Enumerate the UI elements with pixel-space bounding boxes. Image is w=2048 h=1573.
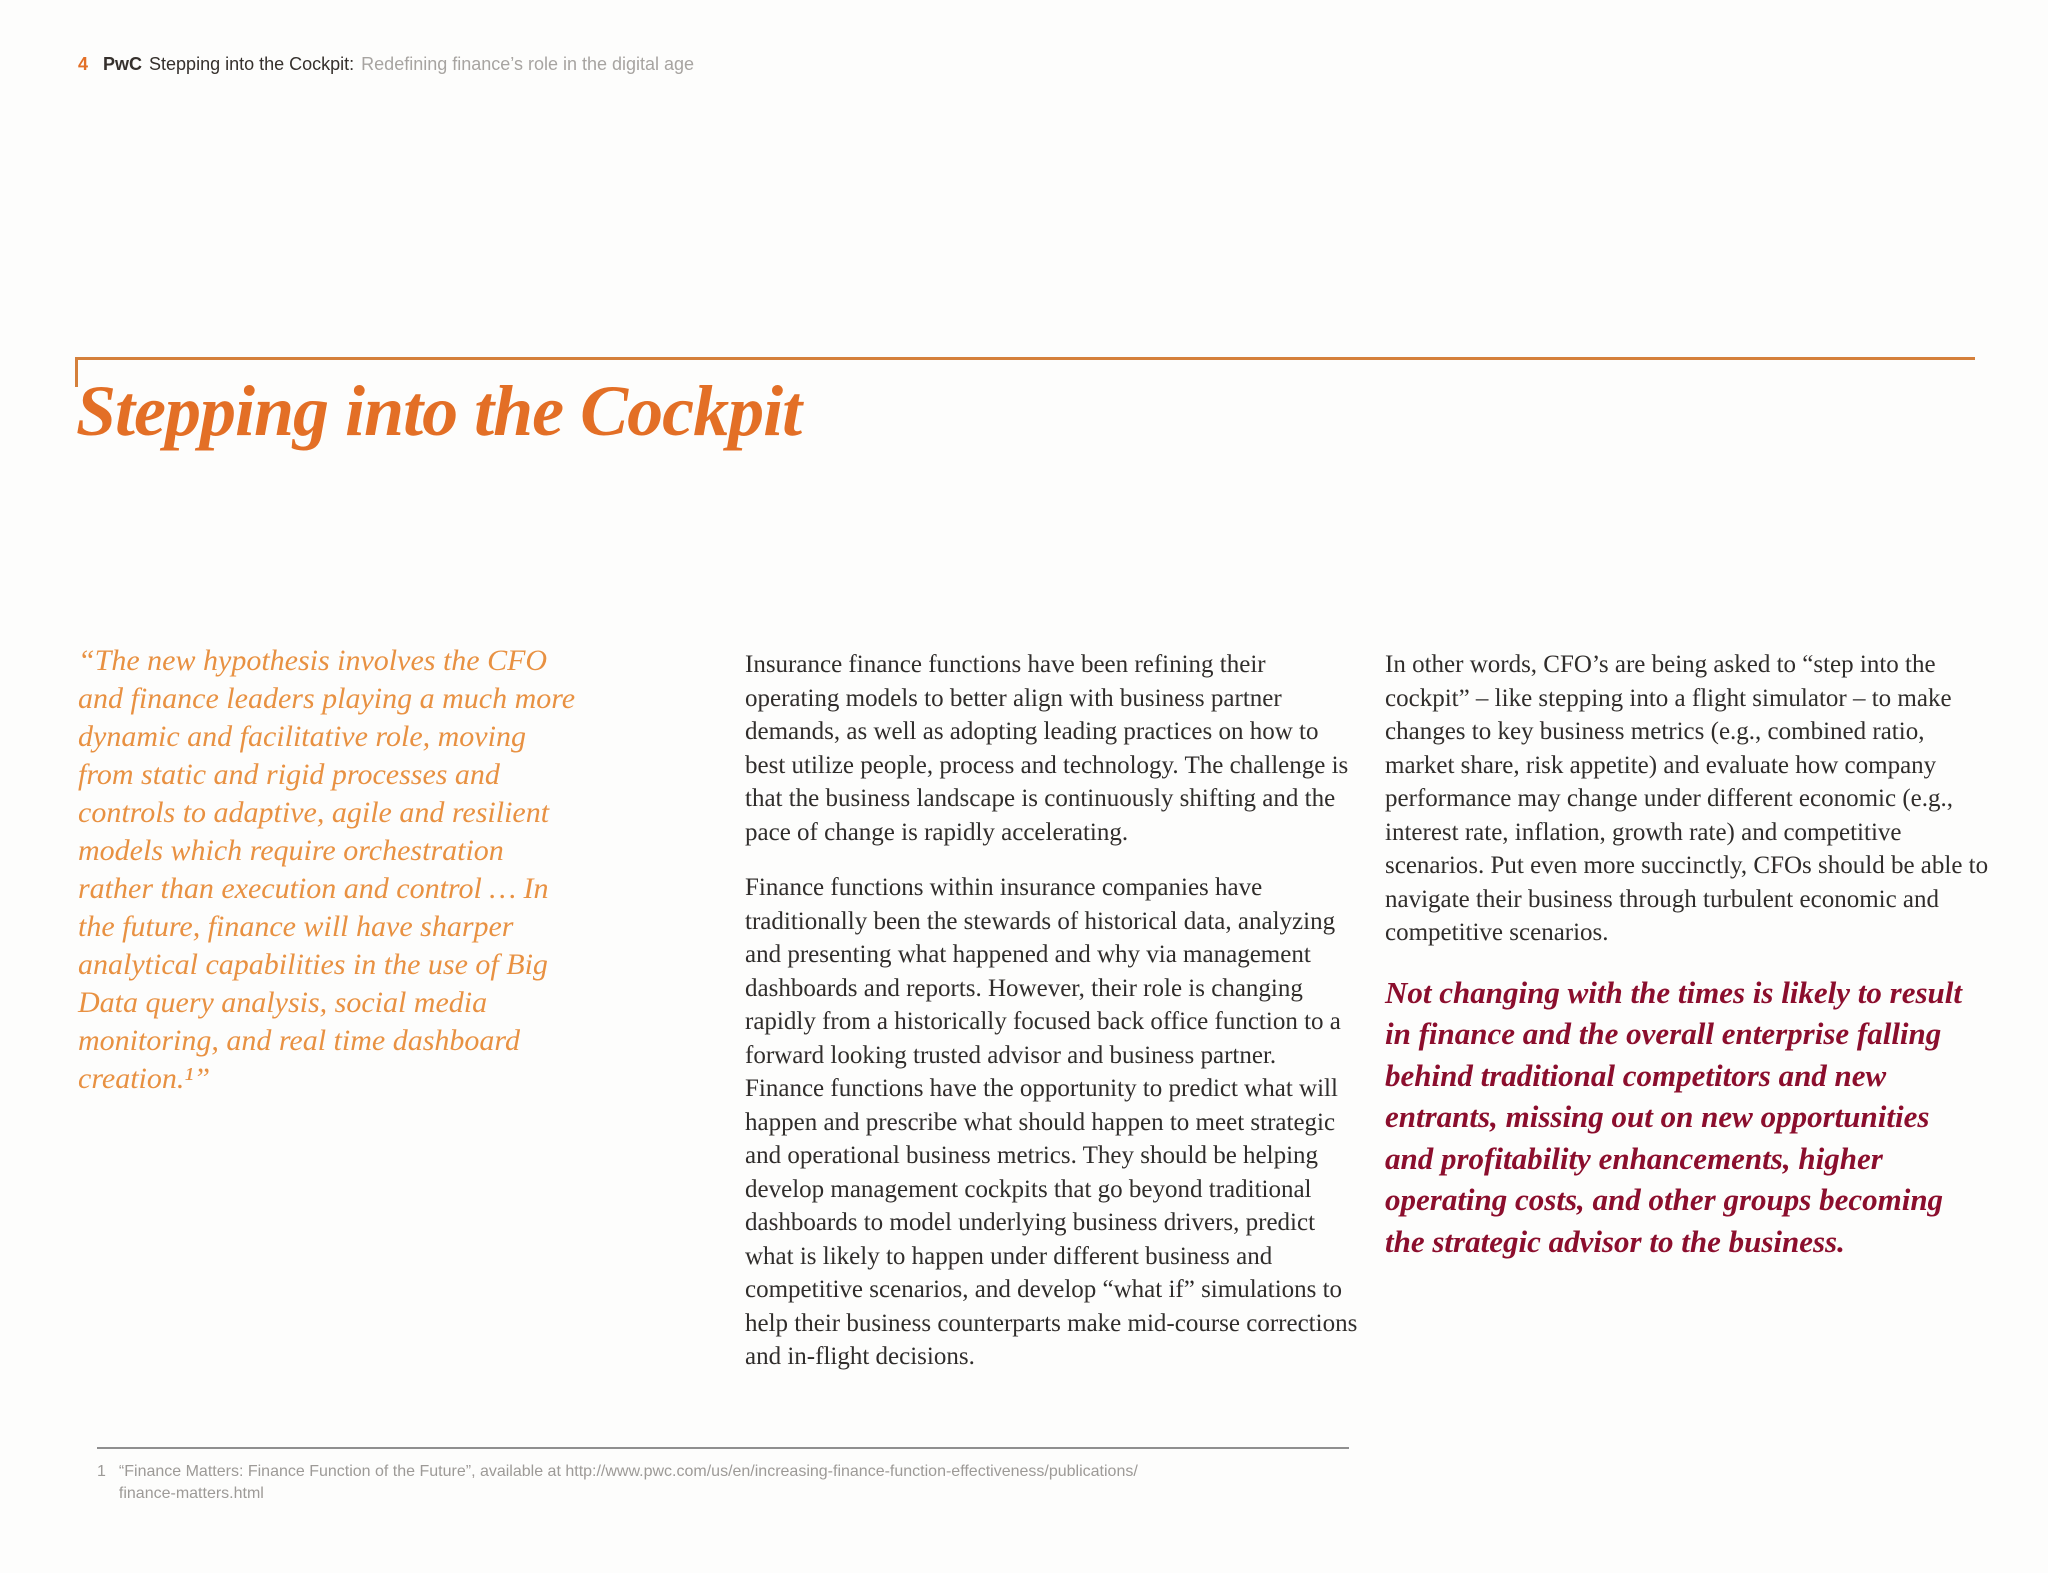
body-column-right [1385, 648, 1989, 1262]
footnote-line1: “Finance Matters: Finance Function of the Future”, available at http://www.pwc.com/us/en/increasing-finance-function-effectiveness/publications/ [118, 1463, 1138, 1480]
running-header [78, 53, 694, 75]
paragraph-insurance-finance: Insurance finance functions have been refining their operating models to better align with business partner demands, as well as adopting leading practices on how to best utilize people, process and technology. The challenge is that the business landscape is continuously shifting and the pace of change is rapidly accelerating. [745, 651, 1349, 846]
footnote-divider [97, 1447, 1349, 1449]
footnote-number: 1 [97, 1463, 106, 1480]
section-rule-horizontal [75, 357, 1975, 360]
page-number: 4 [78, 54, 89, 74]
paragraph-step-into-cockpit: In other words, CFO’s are being asked to “step into the cockpit” – like stepping into a flight simulator – to make changes to key business metrics (e.g., combined ratio, market share, risk appetite) and evaluate how company performance may change under different economic (e.g., interest rate, inflation, growth rate) and competitive scenarios. Put even more succinctly, CFOs should be able to navigate their business through turbulent economic and competitive scenarios. [1385, 651, 1989, 946]
paragraph-finance-functions: Finance functions within insurance companies have traditionally been the stewards of historical data, analyzing and presenting what happened and why via management dashboards and reports. However, their role is changing rapidly from a historically focused back office function to a forward looking trusted advisor and business partner. Finance functions have the opportunity to predict what will happen and prescribe what should happen to meet strategic and operational business metrics. They should be helping develop management cockpits that go beyond traditional dashboards to model underlying business drivers, predict what is likely to happen under different business and competitive scenarios, and develop “what if” simulations to help their business counterparts make mid-course corrections and in-flight decisions. [745, 874, 1358, 1370]
brand-pwc: PwC [103, 54, 143, 74]
pull-quote: “The new hypothesis involves the CFO and finance leaders playing a much more dynamic and facilitative role, moving from static and rigid processes and controls to adaptive, agile and resilient models which require orchestration rather than execution and control … In the future, finance will have sharper analytical capabilities in the use of Big Data query analysis, social media monitoring, and real time dashboard creation.¹” [78, 644, 576, 1095]
footnote-text [119, 1461, 1138, 1505]
footnote [97, 1461, 1138, 1505]
callout-not-changing: Not changing with the times is likely to result in finance and the overall enterprise falling behind traditional competitors and new entrants, missing out on new opportunities and profitability enhancements, higher operating costs, and other groups becoming the strategic advisor to the business. [1385, 974, 1963, 1259]
section-title: Stepping into the Cockpit [76, 371, 802, 451]
footnote-line2: finance-matters.html [118, 1485, 264, 1502]
running-subtitle: Redefining finance’s role in the digital age [361, 54, 695, 74]
running-title: Stepping into the Cockpit: [149, 54, 355, 74]
body-column-middle [745, 648, 1361, 1396]
